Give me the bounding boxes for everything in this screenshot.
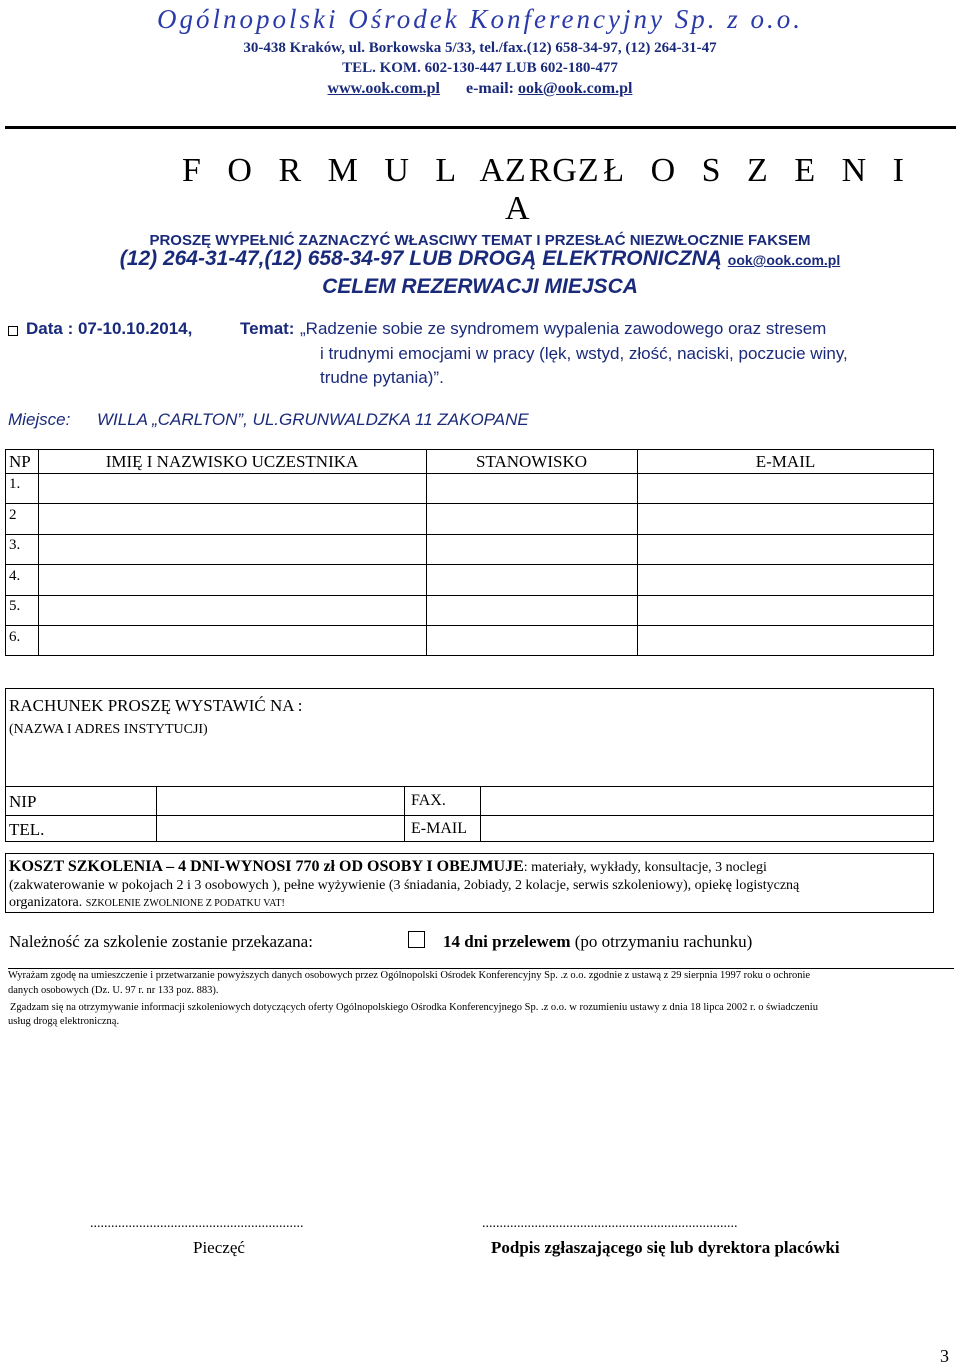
consent-line-1: Wyrażam zgodę na umieszczenie i przetwarzanie powyższych danych osobowych przez Ogólnopolski Ośrodek Konferencyjny Sp. .z o.o. zgodnie z ustawą z 29 sierpnia 1997 roku o ochronie <box>8 970 811 981</box>
column-header-position: STANOWISKO <box>475 452 588 471</box>
place-value: WILLA „CARLTON”, UL.GRUNWALDZKA 11 ZAKOPANE <box>97 410 529 429</box>
topic-line-3: trudne pytania)”. <box>320 368 444 387</box>
table-row-number: 3. <box>9 537 21 553</box>
table-row-number: 6. <box>9 629 21 645</box>
address-line: 30-438 Kraków, ul. Borkowska 5/33, tel./fax.(12) 658-34-97, (12) 264-31-47 <box>243 40 717 56</box>
cost-line-3 <box>9 895 285 911</box>
cost-heading: KOSZT SZKOLENIA – 4 DNI-WYNOSI 770 zł OD OSOBY I OBEJMUJE <box>9 858 524 875</box>
payment-label: Należność za szkolenie zostanie przekazana: <box>9 932 313 951</box>
cost-organizer: organizatora. <box>9 895 83 910</box>
invoice-sub-label: (NAZWA I ADRES INSTYTUCJI) <box>9 722 208 737</box>
consent-divider <box>8 968 954 969</box>
topic-line-2: i trudnymi emocjami w pracy (lęk, wstyd, złość, naciski, poczucie winy, <box>320 344 848 363</box>
tel-label: TEL. <box>9 820 45 839</box>
contact-line <box>0 80 960 98</box>
signature-label: Podpis zgłaszającego się lub dyrektora placówki <box>491 1238 840 1257</box>
instruction-line-2 <box>0 247 960 271</box>
payment-checkbox[interactable] <box>408 931 425 948</box>
date-label: Data : 07-10.10.2014, <box>26 319 193 338</box>
instruction-line-3: CELEM REZERWACJI MIEJSCA <box>322 275 638 298</box>
table-row-number: 2 <box>9 507 17 523</box>
nip-label: NIP <box>9 792 37 811</box>
vat-note: SZKOLENIE ZWOLNIONE Z PODATKU VAT! <box>85 898 285 909</box>
email-label: e-mail: <box>466 80 514 97</box>
organization-name: Ogólnopolski Ośrodek Konferencyjny Sp. z o.o. <box>157 4 803 34</box>
cost-line-1 <box>9 858 767 876</box>
table-row-number: 5. <box>9 598 21 614</box>
website-link[interactable]: www.ook.com.pl <box>327 80 440 97</box>
page-number: 3 <box>940 1346 949 1366</box>
date-checkbox[interactable] <box>8 323 18 341</box>
cost-line-2: (zakwaterowanie w pokojach 2 i 3 osobowych ), pełne wyżywienie (3 śniadania, 2obiady, 2 kolacje, serwis szkoleniowy), opiekę logistyczną <box>9 878 800 893</box>
phone-line: TEL. KOM. 602-130-447 LUB 602-180-477 <box>342 60 618 76</box>
column-header-email: E-MAIL <box>755 452 816 471</box>
topic-label: Temat: <box>240 319 295 338</box>
cost-includes: : materiały, wykłady, konsultacje, 3 noclegi <box>523 860 767 875</box>
payment-option-bold: 14 dni przelewem <box>443 932 571 951</box>
payment-option <box>443 932 752 952</box>
consent-line-3: Zgadzam się na otrzymywanie informacji szkoleniowych dotyczących oferty Ogólnopolskiego Ośrodka Konferencyjnego Sp. .z o.o. w rozumieniu ustawy z dnia 18 lipca 2002 r. o świadczeniu <box>10 1002 818 1013</box>
header-divider <box>5 126 956 129</box>
instruction-email[interactable]: ook@ook.com.pl <box>727 252 841 268</box>
place-label: Miejsce: <box>8 410 71 429</box>
form-title-right: Z G Ł O S Z E N I A <box>505 152 913 227</box>
stamp-dots: ............................................................. <box>90 1216 304 1231</box>
stamp-label: Pieczęć <box>193 1238 245 1257</box>
signature-dots: ......................................................................... <box>482 1216 738 1231</box>
column-header-np: NP <box>9 452 31 471</box>
table-row-number: 1. <box>9 476 21 492</box>
instruction-line-1: PROSZĘ WYPEŁNIĆ ZAZNACZYĆ WŁASCIWY TEMAT I PRZESŁAĆ NIEZWŁOCZNIE FAKSEM <box>149 232 811 249</box>
fax-label: FAX. <box>411 792 446 809</box>
nip-field[interactable] <box>157 787 404 815</box>
topic-line-1: „Radzenie sobie ze syndromem wypalenia zawodowego oraz stresem <box>300 319 827 338</box>
consent-line-4: usług drogą elektroniczną. <box>8 1016 120 1027</box>
email-field[interactable] <box>481 816 933 842</box>
fax-field[interactable] <box>481 787 933 815</box>
email-label-invoice: E-MAIL <box>411 820 467 837</box>
column-header-name: IMIĘ I NAZWISKO UCZESTNIKA <box>105 452 359 471</box>
form-title-left: F O R M U L A R Z <box>182 152 608 189</box>
payment-option-rest: (po otrzymaniu rachunku) <box>574 932 753 951</box>
consent-line-2: danych osobowych (Dz. U. 97 r. nr 133 poz. 883). <box>8 985 219 996</box>
tel-field[interactable] <box>157 816 404 842</box>
email-link[interactable]: ook@ook.com.pl <box>517 80 633 97</box>
instruction-phones: (12) 264-31-47,(12) 658-34-97 LUB DROGĄ ELEKTRONICZNĄ <box>119 247 722 270</box>
invoice-label: RACHUNEK PROSZĘ WYSTAWIĆ NA : <box>9 696 303 715</box>
table-row-number: 4. <box>9 568 21 584</box>
